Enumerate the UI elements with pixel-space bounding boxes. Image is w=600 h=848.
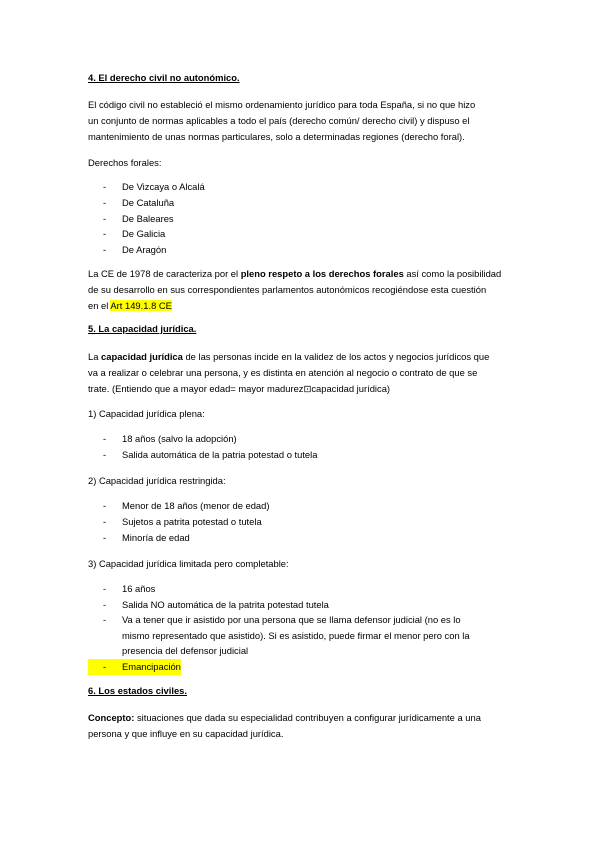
paragraph-line: La CE de 1978 de caracteriza por el pleno respeto a los derechos forales así como la posibilidad — [88, 268, 502, 279]
paragraph-line: Concepto: situaciones que dada su especialidad contribuyen a configurar jurídicamente a una — [88, 712, 481, 723]
paragraph-line: El código civil no estableció el mismo ordenamiento jurídico para toda España, si no que hizo — [88, 99, 476, 110]
forales-label: Derechos forales: — [88, 157, 162, 168]
section-4-heading: 4. El derecho civil no autonómico. — [88, 72, 240, 83]
list-item: - De Cataluña — [103, 197, 175, 208]
list-item-continuation: mismo representado que asistido). Si es asistido, puede firmar el menor pero con la — [122, 630, 470, 641]
limitada-label: 3) Capacidad jurídica limitada pero completable: — [88, 558, 289, 569]
list-item-continuation: presencia del defensor judicial — [122, 645, 249, 656]
list-item: - De Vizcaya o Alcalá — [103, 181, 205, 192]
list-item: - De Galicia — [103, 228, 166, 239]
list-item: - De Aragón — [103, 244, 167, 255]
list-item: - 18 años (salvo la adopción) — [103, 433, 237, 444]
list-item: - Sujetos a patrita potestad o tutela — [103, 516, 262, 527]
section-5-heading: 5. La capacidad jurídica. — [88, 323, 197, 334]
list-item: - Salida NO automática de la patrita potestad tutela — [103, 599, 329, 610]
paragraph-line: persona y que influye en su capacidad jurídica. — [88, 728, 284, 739]
list-item: - De Baleares — [103, 213, 174, 224]
paragraph-line: mantenimiento de unas normas particulares, solo a determinadas regiones (derecho foral). — [88, 131, 465, 142]
paragraph-line: va a realizar o celebrar una persona, y es distinta en atención al negocio o contrato de que se — [88, 367, 478, 378]
list-item: - 16 años — [103, 583, 156, 594]
paragraph-line: en el Art 149.1.8 CE — [88, 300, 172, 311]
list-item: - Salida automática de la patria potestad o tutela — [103, 449, 318, 460]
paragraph-line: La capacidad jurídica de las personas incide en la validez de los actos y negocios jurídicos que — [88, 351, 490, 362]
list-item: - Va a tener que ir asistido por una persona que se llama defensor judicial (no es lo — [103, 614, 461, 625]
plena-label: 1) Capacidad jurídica plena: — [88, 408, 205, 419]
paragraph-line: un conjunto de normas aplicables a todo el país (derecho común/ derecho civil) y dispuso el — [88, 115, 470, 126]
highlighted-text: Art 149.1.8 CE — [110, 300, 172, 311]
section-6-heading: 6. Los estados civiles. — [88, 685, 188, 696]
restringida-label: 2) Capacidad jurídica restringida: — [88, 475, 226, 486]
list-item: - Menor de 18 años (menor de edad) — [103, 500, 270, 511]
paragraph-line: trate. (Entiendo que a mayor edad= mayor madurez⊡capacidad jurídica) — [88, 383, 391, 394]
list-item: - Emancipación — [88, 659, 181, 675]
paragraph-line: de su desarrollo en sus correspondientes parlamentos autonómicos recogiéndose esta cuestión — [88, 284, 487, 295]
highlighted-text: Emancipación — [122, 659, 181, 675]
list-item: - Minoría de edad — [103, 532, 190, 543]
